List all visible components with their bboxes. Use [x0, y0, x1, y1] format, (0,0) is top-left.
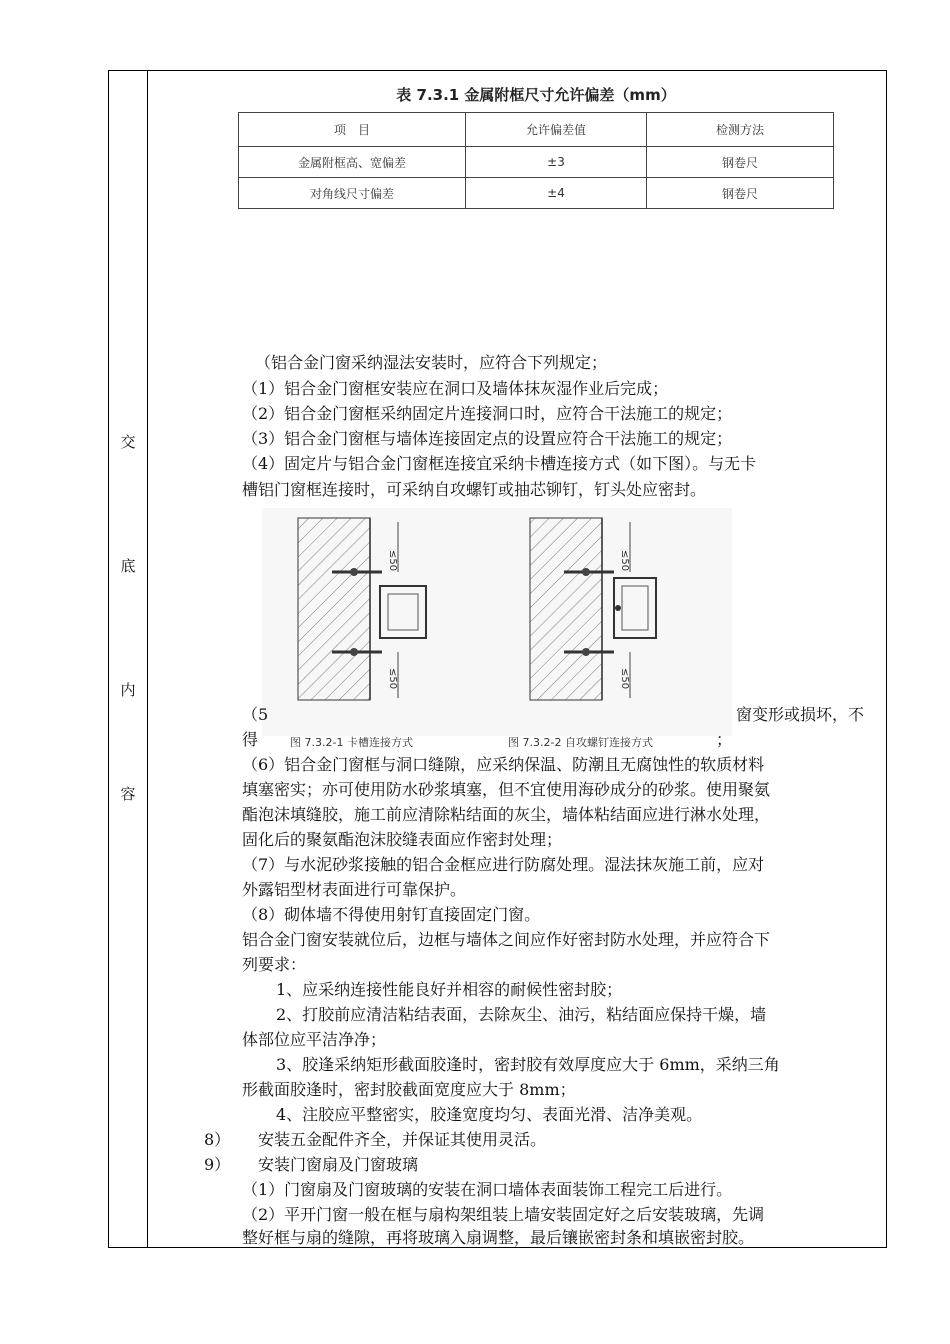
figure-caption: 图 7.3.2-2 自攻螺钉连接方式	[508, 736, 653, 749]
dimension-label: ≤50	[387, 550, 398, 572]
table-header-cell: 检测方法	[647, 113, 834, 147]
dimension-label: ≤50	[619, 550, 630, 572]
body-line: （2）平开门窗一般在框与扇构架组装上墙安装固定好之后安装玻璃，先调	[242, 1205, 765, 1224]
body-line: 铝合金门窗安装就位后，边框与墙体之间应作好密封防水处理，并应符合下	[242, 930, 771, 949]
table-row	[239, 147, 834, 178]
table-header-row	[239, 113, 834, 147]
body-line: （3）铝合金门窗框与墙体连接固定点的设置应符合干法施工的规定；	[242, 429, 733, 448]
body-line: 体部位应平洁净净；	[242, 1030, 387, 1049]
label-char: 交	[120, 433, 136, 451]
table-cell: ±3	[466, 147, 647, 178]
body-line: 安装五金配件齐全，并保证其使用灵活。	[258, 1130, 547, 1149]
label-column	[109, 71, 148, 1247]
body-line: （1）铝合金门窗框安装应在洞口及墙体抹灰湿作业后完成；	[242, 379, 669, 398]
connection-diagram	[262, 508, 732, 736]
label-char: 容	[120, 785, 136, 803]
body-line: （4）固定片与铝合金门窗框连接宜采纳卡槽连接方式（如下图）。与无卡	[242, 454, 757, 473]
dimension-label: ≤50	[619, 668, 630, 690]
table-cell: 金属附框高、宽偏差	[239, 147, 466, 178]
body-line-fragment: 窗变形或损坏，不	[736, 705, 865, 724]
body-line: （1）门窗扇及门窗玻璃的安装在洞口墙体表面装饰工程完工后进行。	[242, 1180, 733, 1199]
body-line: 固化后的聚氨酯泡沫胶缝表面应作密封处理；	[242, 830, 563, 849]
list-marker: 8）	[204, 1130, 231, 1149]
table-header-cell: 项 目	[239, 113, 466, 147]
body-line: （6）铝合金门窗框与洞口缝隙，应采纳保温、防潮且无腐蚀性的软质材料	[242, 755, 765, 774]
list-marker: 9）	[204, 1155, 231, 1174]
table-row	[239, 178, 834, 209]
table-cell: 对角线尺寸偏差	[239, 178, 466, 209]
dimension-label: ≤50	[387, 668, 398, 690]
body-line: 填塞密实；亦可使用防水砂浆填塞，但不宜使用海砂成分的砂浆。使用聚氨	[242, 780, 771, 799]
body-line: 1、应采纳连接性能良好并相容的耐候性密封胶；	[276, 980, 623, 999]
body-line: （铝合金门窗采纳湿法安装时，应符合下列规定；	[255, 353, 608, 372]
body-line: 形截面胶逢时，密封胶截面宽度应大于 8mm；	[242, 1080, 576, 1099]
body-line: （8）砌体墙不得使用射钉直接固定门窗。	[242, 905, 541, 924]
figure-caption: 图 7.3.2-1 卡槽连接方式	[290, 736, 413, 749]
body-line-fragment: 得	[242, 730, 259, 749]
body-line: 3、胶逢采纳矩形截面胶逢时，密封胶有效厚度应大于 6mm，采纳三角	[276, 1055, 780, 1074]
body-line-fragment: （5	[242, 705, 269, 724]
body-line: 槽铝门窗框连接时，可采纳自攻螺钉或抽芯铆钉，钉头处应密封。	[242, 480, 707, 499]
table-cell: 钢卷尺	[647, 147, 834, 178]
label-char: 底	[120, 557, 136, 575]
table-cell: 钢卷尺	[647, 178, 834, 209]
body-line-fragment: ；	[716, 730, 733, 749]
body-line: （2）铝合金门窗框采纳固定片连接洞口时，应符合干法施工的规定；	[242, 404, 733, 423]
body-line: （7）与水泥砂浆接触的铝合金框应进行防腐处理。湿法抹灰施工前，应对	[242, 855, 765, 874]
body-line: 安装门窗扇及门窗玻璃	[258, 1155, 419, 1174]
body-line: 外露铝型材表面进行可靠保护。	[242, 880, 467, 899]
table-header-cell: 允许偏差值	[466, 113, 647, 147]
body-line: 2、打胶前应清洁粘结表面，去除灰尘、油污，粘结面应保持干燥，墙	[276, 1005, 767, 1024]
body-line: 列要求：	[242, 955, 307, 974]
body-line: 酯泡沫填缝胶，施工前应清除粘结面的灰尘，墙体粘结面应进行淋水处理，	[242, 805, 771, 824]
table-cell: ±4	[466, 178, 647, 209]
label-char: 内	[120, 681, 136, 699]
table-title: 表 7.3.1 金属附框尺寸允许偏差（mm）	[396, 86, 676, 104]
body-line: 4、注胶应平整密实，胶逢宽度均匀、表面光滑、洁净美观。	[276, 1105, 703, 1124]
tolerance-table	[238, 112, 834, 209]
body-line: 整好框与扇的缝隙，再将玻璃入扇调整，最后镶嵌密封条和填嵌密封胶。	[242, 1228, 755, 1247]
